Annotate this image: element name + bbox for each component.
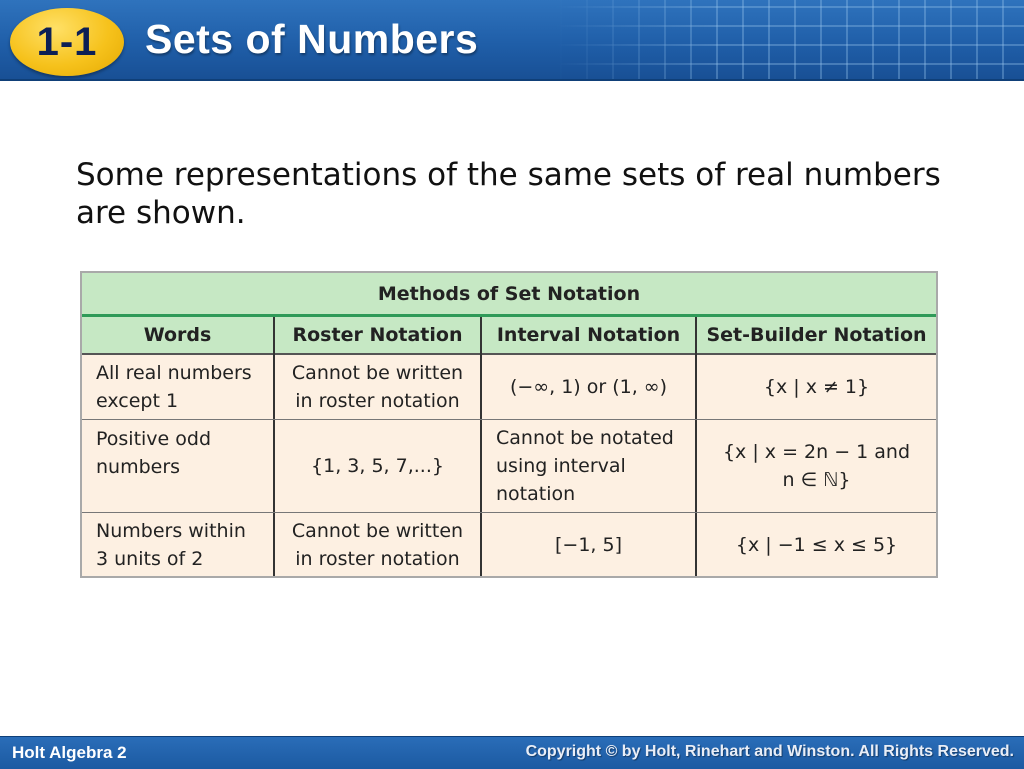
table-cell <box>697 513 936 576</box>
cell-text: Cannot be written in roster notation <box>291 519 464 570</box>
table-column-headers <box>82 317 936 355</box>
cell-text: {x | −1 ≤ x ≤ 5} <box>735 533 898 556</box>
table-cell <box>275 420 480 512</box>
table-cell <box>275 355 480 419</box>
cell-text: Numbers within 3 units of 2 <box>96 519 246 570</box>
table-title: Methods of Set Notation <box>82 273 936 314</box>
table-cell <box>275 513 480 576</box>
cell-text: {1, 3, 5, 7,...} <box>311 455 444 477</box>
footer-course-title: Holt Algebra 2 <box>12 743 127 762</box>
cell-text: All real numbers except 1 <box>96 362 252 412</box>
lesson-badge <box>10 8 124 76</box>
table-cell <box>697 420 936 512</box>
col-header-words: Words <box>143 324 212 346</box>
col-header-set-builder: Set-Builder Notation <box>706 324 927 346</box>
slide-footer <box>0 736 1024 769</box>
cell-text: {x | x ≠ 1} <box>763 376 870 398</box>
table-cell <box>482 513 695 576</box>
cell-text: [−1, 5] <box>554 533 622 556</box>
header-divider <box>0 79 1024 81</box>
table-cell <box>482 355 695 419</box>
header-grid-pattern <box>554 0 1024 81</box>
cell-text: Cannot be notated using interval notation <box>496 427 674 505</box>
cell-text: Cannot be written in roster notation <box>291 362 464 412</box>
col-header-interval: Interval Notation <box>496 324 681 346</box>
col-header-roster: Roster Notation <box>292 324 463 346</box>
cell-text: (−∞, 1) or (1, ∞) <box>509 376 668 398</box>
table-cell <box>82 355 273 419</box>
table-cell <box>82 513 273 576</box>
table-cell <box>697 355 936 419</box>
intro-text: Some representations of the same sets of real numbers are shown. <box>76 157 941 231</box>
footer-copyright: Copyright © by Holt, Rinehart and Winston. All Rights Reserved. <box>525 743 1014 760</box>
table-cell <box>82 420 273 512</box>
set-notation-table <box>80 271 938 578</box>
cell-text: Positive odd numbers <box>96 428 212 478</box>
lesson-number: 1-1 <box>36 19 98 64</box>
cell-text: {x | x = 2n − 1 and n ∈ ℕ} <box>722 441 911 491</box>
lesson-title: Sets of Numbers <box>145 16 479 62</box>
table-cell <box>482 420 695 512</box>
slide-header <box>0 0 1024 81</box>
